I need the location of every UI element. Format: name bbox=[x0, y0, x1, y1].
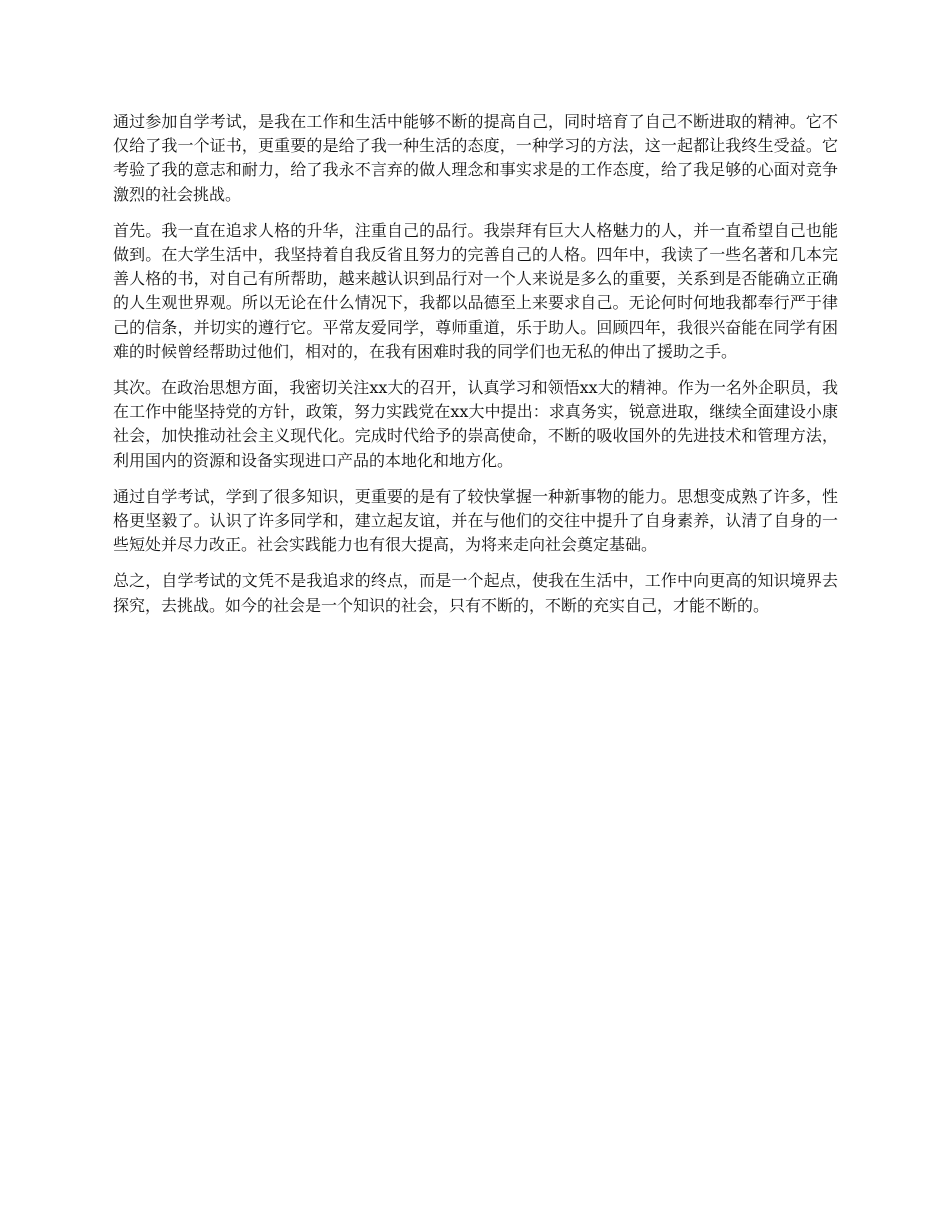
paragraph-3: 其次。在政治思想方面，我密切关注xx大的召开，认真学习和领悟xx大的精神。作为一名外企职员，我在工作中能坚持党的方针，政策，努力实践党在xx大中提出：求真务实，锐意进取，继续全面建设小康社会，加快推动社会主义现代化。完成时代给予的崇高使命，不断的吸收国外的先进技术和管理方法，利用国内的资源和设备实现进口产品的本地化和地方化。 bbox=[113, 378, 838, 470]
paragraph-5: 总之，自学考试的文凭不是我追求的终点，而是一个起点，使我在生活中，工作中向更高的知识境界去探究，去挑战。如今的社会是一个知识的社会，只有不断的，不断的充实自己，才能不断的。 bbox=[113, 571, 838, 615]
paragraph-1: 通过参加自学考试，是我在工作和生活中能够不断的提高自己，同时培育了自己不断进取的精神。它不仅给了我一个证书，更重要的是给了我一种生活的态度，一种学习的方法，这一起都让我终生受益。它考验了我的意志和耐力，给了我永不言弃的做人理念和事实求是的工作态度，给了我足够的心面对竞争激烈的社会挑战。 bbox=[113, 112, 838, 204]
paragraph-2: 首先。我一直在追求人格的升华，注重自己的品行。我崇拜有巨大人格魅力的人，并一直希望自己也能做到。在大学生活中，我坚持着自我反省且努力的完善自己的人格。四年中，我读了一些名著和几本完善人格的书，对自己有所帮助，越来越认识到品行对一个人来说是多么的重要，关系到是否能确立正确的人生观世界观。所以无论在什么情况下，我都以品德至上来要求自己。无论何时何地我都奉行严于律己的信条，并切实的遵行它。平常友爱同学，尊师重道，乐于助人。回顾四年，我很兴奋能在同学有困难的时候曾经帮助过他们，相对的，在我有困难时我的同学们也无私的伸出了援助之手。 bbox=[113, 220, 838, 361]
paragraph-4: 通过自学考试，学到了很多知识，更重要的是有了较快掌握一种新事物的能力。思想变成熟了许多，性格更坚毅了。认识了许多同学和，建立起友谊，并在与他们的交往中提升了自身素养，认清了自身的一些短处并尽力改正。社会实践能力也有很大提高，为将来走向社会奠定基础。 bbox=[113, 486, 838, 555]
document-body bbox=[113, 110, 838, 630]
